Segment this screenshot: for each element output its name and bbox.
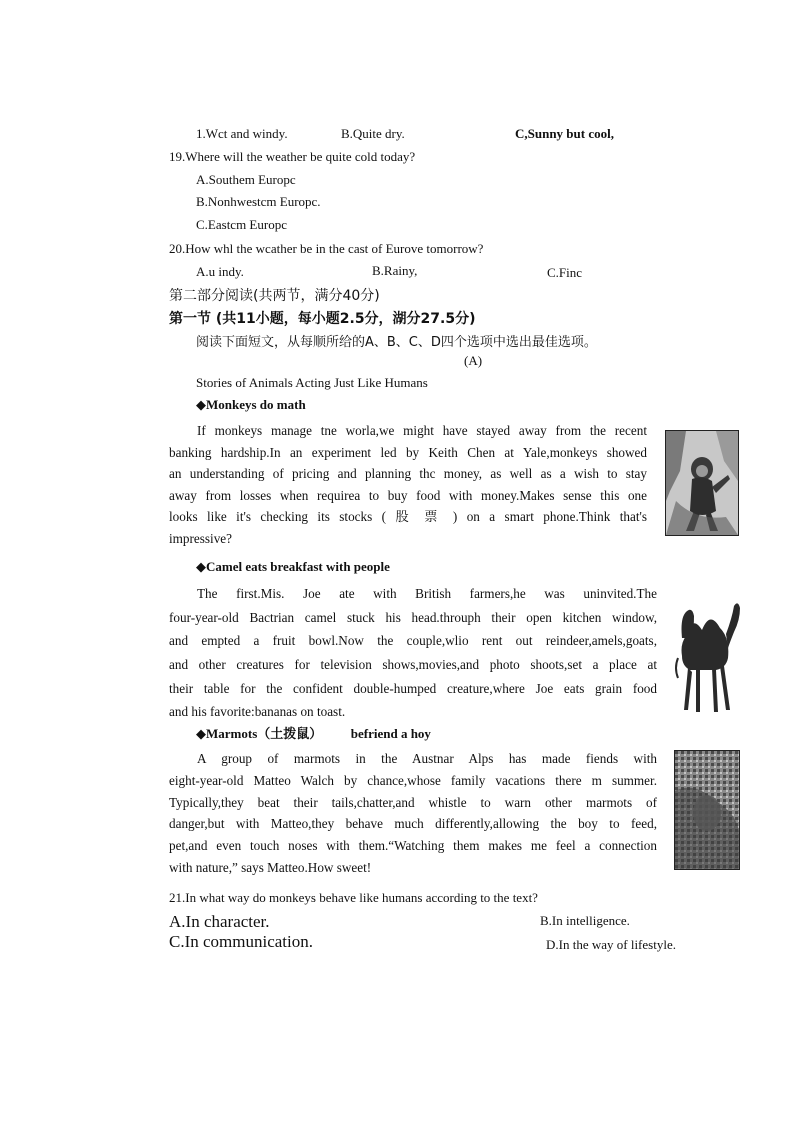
q20-option-b: B.Rainy, bbox=[372, 263, 418, 278]
paragraph-line: and other creatures for television shows,movies,and photo shoots,set a place at bbox=[169, 657, 657, 673]
monkey-photo bbox=[665, 430, 739, 536]
marmots-paragraph bbox=[169, 748, 657, 879]
q19-option-b: B.Nonhwestcm Europc. bbox=[196, 194, 321, 209]
q21-stem: 21.In what way do monkeys behave like humans according to the text? bbox=[169, 890, 538, 905]
q21-option-d: D.In the way of lifestyle. bbox=[546, 937, 676, 952]
passage-label: (A) bbox=[464, 353, 483, 368]
q18-option-c: C,Sunny but cool, bbox=[515, 126, 614, 141]
q18-option-b: B.Quite dry. bbox=[341, 126, 405, 141]
section-heading-monkeys: ◆Monkeys do math bbox=[196, 397, 306, 412]
paragraph-line: If monkeys manage tne worla,we might have stayed away from the recent bbox=[197, 423, 647, 438]
passage-title: Stories of Animals Acting Just Like Humans bbox=[196, 375, 428, 390]
q21-option-b: B.In intelligence. bbox=[540, 913, 630, 928]
paragraph-line: an understanding of pricing and planning thc money, as well as a wish to stay bbox=[169, 466, 647, 481]
q19-option-c: C.Eastcm Europc bbox=[196, 217, 287, 232]
paragraph-line: banking hardship.In an experiment led by Keith Chen at Yale,monkeys showed bbox=[169, 444, 647, 460]
camel-photo bbox=[672, 598, 742, 716]
q19-option-a: A.Southem Europc bbox=[196, 172, 296, 187]
paragraph-line: impressive? bbox=[169, 530, 232, 546]
q21-option-a: A.In character. bbox=[169, 912, 270, 931]
paragraph-line: danger,but with Matteo,they behave much differently,allowing the boy to feed, bbox=[169, 816, 657, 832]
reading-instruction: 阅读下面短文，从每顺所给的A、B、C、D四个选项中选出最佳选项。 bbox=[196, 335, 597, 350]
paragraph-line: The first.Mis. Joe ate with British farmers,he was uninvited.The bbox=[197, 586, 657, 601]
paragraph-line: A group of marmots in the Austnar Alps has made fiends with bbox=[197, 751, 657, 766]
section-heading-marmots bbox=[196, 723, 431, 742]
part2-heading: 第二部分阅读(共两节，满分40分) bbox=[169, 288, 380, 304]
q18-option-a: 1.Wct and windy. bbox=[196, 126, 288, 141]
paragraph-line: and his favorite:bananas on toast. bbox=[169, 704, 346, 720]
q20-option-a: A.u indy. bbox=[196, 264, 244, 279]
q20-stem: 20.How whl the wcather be in the cast of Eurove tomorrow? bbox=[169, 241, 484, 256]
paragraph-line: pet,and even touch noses with them.“Watching them makes me feel a connection bbox=[169, 838, 657, 854]
paragraph-line: looks like it's checking its stocks ( 股 票 ) on a smart phone.Think that's bbox=[169, 509, 647, 524]
paragraph-line: Typically,they beat their tails,chatter,and whistle to warn other marmots of bbox=[169, 794, 657, 810]
paragraph-line: with nature,” says Matteo.How sweet! bbox=[169, 859, 372, 875]
paragraph-line: four-year-old Bactrian camel stuck his head.throuph their open kitchen window, bbox=[169, 609, 657, 625]
section1-heading: 第一节 (共11小题，每小题2.5分，湖分27.5分) bbox=[169, 311, 476, 327]
section-heading-camel: ◆Camel eats breakfast with people bbox=[196, 559, 390, 574]
monkeys-paragraph bbox=[169, 420, 647, 549]
section-heading-main: ◆Marmots（土拨鼠） bbox=[196, 726, 323, 741]
q20-option-c: C.Finc bbox=[547, 265, 583, 280]
paragraph-line: away from losses when requirea to buy food with money.Makes sense this one bbox=[169, 487, 647, 503]
paragraph-line: and empted a fruit bowl.Now the couple,wlio rent out reindeer,amels,goats, bbox=[169, 633, 657, 649]
paragraph-line: their table for the confident double-humped creature,where Joe eats grain food bbox=[169, 680, 657, 696]
q19-stem: 19.Where will the weather be quite cold today? bbox=[169, 149, 416, 164]
section-heading-tail: befriend a hoy bbox=[350, 726, 431, 741]
paragraph-line: eight-year-old Matteo Walch by chance,whose family vacations there m summer. bbox=[169, 772, 657, 788]
q21-option-c: C.In communication. bbox=[169, 932, 314, 951]
camel-paragraph bbox=[169, 583, 657, 725]
marmot-photo bbox=[674, 750, 740, 870]
